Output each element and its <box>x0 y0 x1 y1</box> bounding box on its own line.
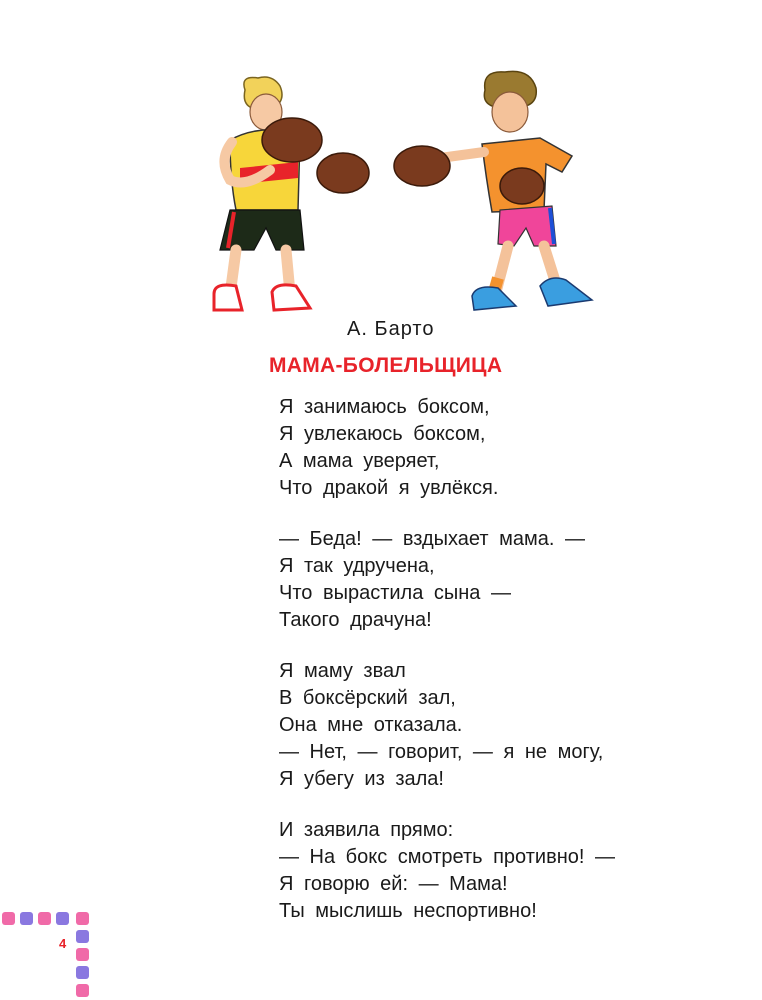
poem-line: Я занимаюсь боксом, <box>279 396 490 418</box>
poem-line: А мама уверяет, <box>279 450 440 472</box>
stanza <box>279 658 719 793</box>
page-number: 4 <box>59 936 67 951</box>
poem-line: Я так удручена, <box>279 555 435 577</box>
decor-square-icon <box>2 912 89 997</box>
poem-line: — Нет, — говорит, — я не могу, <box>279 741 604 763</box>
poem-line: Что дракой я увлёкся. <box>279 477 499 499</box>
stanza <box>279 394 719 502</box>
poem-title: МАМА-БОЛЕЛЬЩИЦА <box>269 354 503 377</box>
poem-line: Такого драчуна! <box>279 609 432 631</box>
poem-line: — Беда! — вздыхает мама. — <box>279 528 585 550</box>
poem-line: В боксёрский зал, <box>279 687 456 709</box>
corner-decoration <box>0 908 100 1000</box>
poem-line: Ты мыслишь неспортивно! <box>279 900 537 922</box>
poem-line: Что вырастила сына — <box>279 582 511 604</box>
poem-body <box>279 394 719 949</box>
poem-line: И заявила прямо: <box>279 819 454 841</box>
boy-right-icon <box>394 71 592 310</box>
boy-left-icon <box>214 77 369 310</box>
poem-line: Я убегу из зала! <box>279 768 444 790</box>
stanza <box>279 526 719 634</box>
poem-line: — На бокс смотреть противно! — <box>279 846 615 868</box>
author-name: А. Барто <box>347 318 435 340</box>
poem-line: Я маму звал <box>279 660 406 682</box>
poem-line: Она мне отказала. <box>279 714 463 736</box>
stanza <box>279 817 719 925</box>
poem-line: Я говорю ей: — Мама! <box>279 873 508 895</box>
poem-line: Я увлекаюсь боксом, <box>279 423 486 445</box>
boxers-illustration <box>200 60 610 322</box>
